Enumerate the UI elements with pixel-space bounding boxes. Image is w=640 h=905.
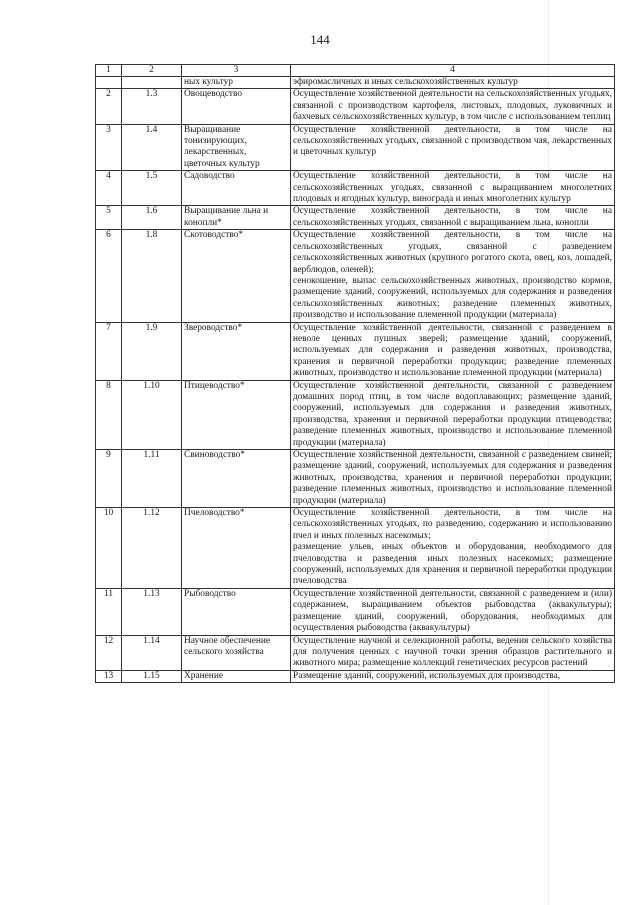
- code-cell: 1.14: [122, 635, 182, 670]
- description-cell: Осуществление хозяйственной деятельности, в том числе на сельскохозяйственных угодьях, связанной с выращиванием льна, конопли: [291, 206, 615, 230]
- table-row: [96, 635, 615, 670]
- header-cell-4: 4: [291, 65, 615, 77]
- row-number-cell: 9: [96, 450, 122, 508]
- description-cell: Осуществление хозяйственной деятельности на сельскохозяйственных угодьях, связанной с производством картофеля, листовых, плодовых, луковичных и бахчевых сельскохозяйственных культур, в том числе с использованием теплиц: [291, 89, 615, 124]
- table-body: [96, 65, 615, 683]
- description-cell: Осуществление хозяйственной деятельности, связанной с разведением и (или) содержанием, выращиванием объектов рыбоводства (аквакультуры); размещение зданий, сооружений, оборудования, необходимых для осуществления рыбоводства (аквакультуры): [291, 588, 615, 635]
- continuation-row: [96, 77, 615, 89]
- code-cell: 1.8: [122, 230, 182, 322]
- row-number-cell: 7: [96, 322, 122, 380]
- name-cell: Выращивание тонизирующих, лекарственных, цветочных культур: [182, 124, 291, 171]
- name-cell: Садоводство: [182, 171, 291, 206]
- row-number-cell: 11: [96, 588, 122, 635]
- table-row: [96, 450, 615, 508]
- description-cell: Осуществление хозяйственной деятельности, в том числе на сельскохозяйственных угодьях, связанной с производством чая, лекарственных и цветочных культур: [291, 124, 615, 171]
- table-row: [96, 171, 615, 206]
- header-cell-1: 1: [96, 65, 122, 77]
- name-cell: Звероводство*: [182, 322, 291, 380]
- row-number-cell: 8: [96, 380, 122, 449]
- header-cell-3: 3: [182, 65, 291, 77]
- name-cell: Овощеводство: [182, 89, 291, 124]
- row-number-cell: 10: [96, 508, 122, 589]
- code-cell: 1.11: [122, 450, 182, 508]
- description-cell: Осуществление хозяйственной деятельности, связанной с разведением свиней; размещение зданий, сооружений, используемых для содержания и разведения животных, производства, хранения и первичной переработки продукции; разведение племенных животных, производство и использование племенной продукции (материала): [291, 450, 615, 508]
- description-cell: эфиромасличных и иных сельскохозяйственных культур: [291, 77, 615, 89]
- row-number-cell: 5: [96, 206, 122, 230]
- code-cell: 1.5: [122, 171, 182, 206]
- table-row: [96, 206, 615, 230]
- page-number: 144: [310, 32, 330, 47]
- name-cell: Птицеводство*: [182, 380, 291, 449]
- code-cell: 1.12: [122, 508, 182, 589]
- row-number-cell: 13: [96, 670, 122, 682]
- table-row: [96, 588, 615, 635]
- description-cell: Размещение зданий, сооружений, используемых для производства,: [291, 670, 615, 682]
- row-number-cell: 12: [96, 635, 122, 670]
- name-cell: Скотоводство*: [182, 230, 291, 322]
- description-cell: Осуществление хозяйственной деятельности, связанной с разведением домашних пород птиц, в том числе водоплавающих; размещение зданий, сооружений, используемых для содержания и разведения животных, производства, хранения и первичной переработки продукции птицеводства; разведение племенных животных, производство и использование племенной продукции (материала): [291, 380, 615, 449]
- row-number-cell: 3: [96, 124, 122, 171]
- header-cell-2: 2: [122, 65, 182, 77]
- table-row: [96, 230, 615, 322]
- row-number-cell: 6: [96, 230, 122, 322]
- code-cell: 1.4: [122, 124, 182, 171]
- row-number-cell: 2: [96, 89, 122, 124]
- land-use-table: [95, 64, 615, 683]
- description-cell: Осуществление хозяйственной деятельности, в том числе на сельскохозяйственных угодьях, связанной с разведением сельскохозяйственных животных (крупного рогатого скота, овец, коз, лошадей, верблюдов, оленей); сенокошение, выпас сельскохозяйственных животных, производство кормов, размещение зданий, сооружений, используемых для содержания и разведения сельскохозяйственных животных; разведение племенных животных, производство и использование племенной продукции (материала): [291, 230, 615, 322]
- row-number-cell: [96, 77, 122, 89]
- table-row: [96, 124, 615, 171]
- code-cell: 1.9: [122, 322, 182, 380]
- code-cell: 1.10: [122, 380, 182, 449]
- row-number-cell: 4: [96, 171, 122, 206]
- code-cell: 1.15: [122, 670, 182, 682]
- table-row: [96, 89, 615, 124]
- description-cell: Осуществление хозяйственной деятельности, связанной с разведением в неволе ценных пушных зверей; размещение зданий, сооружений, используемых для содержания и разведения животных, производства, хранения и первичной переработки продукции; разведение племенных животных, производство и использование племенной продукции (материала): [291, 322, 615, 380]
- name-cell: ных культур: [182, 77, 291, 89]
- table-row: [96, 322, 615, 380]
- code-cell: 1.3: [122, 89, 182, 124]
- description-cell: Осуществление хозяйственной деятельности, в том числе на сельскохозяйственных угодьях, по разведению, содержанию и использованию пчел и иных полезных насекомых; размещение ульев, иных объектов и оборудования, необходимого для пчеловодства и разведения иных полезных насекомых; размещение сооружений, используемых для хранения и первичной переработки продукции пчеловодства: [291, 508, 615, 589]
- name-cell: Хранение: [182, 670, 291, 682]
- code-cell: [122, 77, 182, 89]
- table-row: [96, 508, 615, 589]
- code-cell: 1.13: [122, 588, 182, 635]
- name-cell: Научное обеспечение сельского хозяйства: [182, 635, 291, 670]
- table-header-row: [96, 65, 615, 77]
- description-cell: Осуществление хозяйственной деятельности, в том числе на сельскохозяйственных угодьях, связанной с выращиванием многолетних плодовых и ягодных культур, винограда и иных многолетних культур: [291, 171, 615, 206]
- name-cell: Свиноводство*: [182, 450, 291, 508]
- description-cell: Осуществление научной и селекционной работы, ведения сельского хозяйства для получения ценных с научной точки зрения образцов растительного и животного мира; размещение коллекций генетических ресурсов растений: [291, 635, 615, 670]
- name-cell: Выращивание льна и конопли*: [182, 206, 291, 230]
- table-row: [96, 670, 615, 682]
- table-row: [96, 380, 615, 449]
- code-cell: 1.6: [122, 206, 182, 230]
- name-cell: Рыбоводство: [182, 588, 291, 635]
- name-cell: Пчеловодство*: [182, 508, 291, 589]
